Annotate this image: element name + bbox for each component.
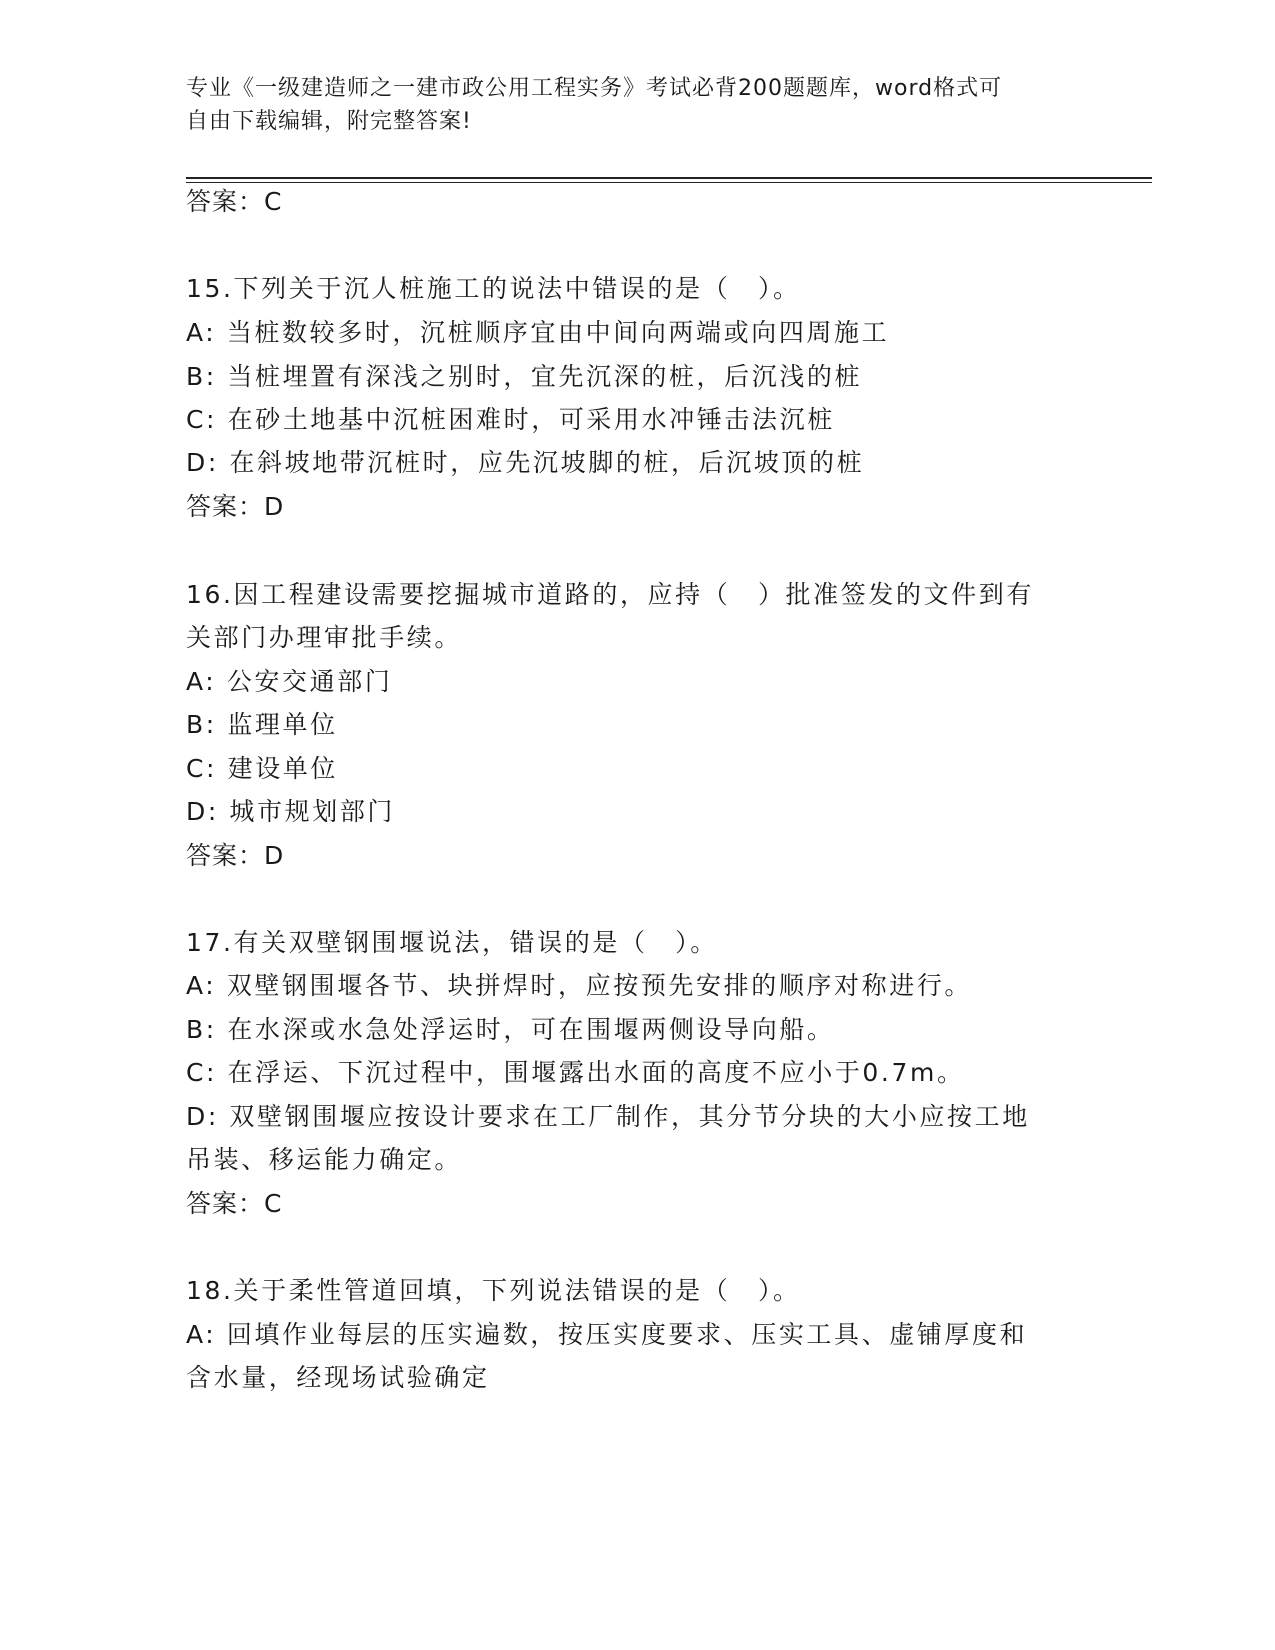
question-16-stem-line-1: 16.因工程建设需要挖掘城市道路的，应持（ ）批准签发的文件到有 [186,580,1034,609]
question-16-option-a: A: 公安交通部门 [186,667,393,696]
page-header [186,72,1066,138]
question-17-option-d-line-2: 吊装、移运能力确定。 [186,1145,463,1174]
question-17-option-a: A: 双壁钢围堰各节、块拼焊时，应按预先安排的顺序对称进行。 [186,971,973,1000]
header-divider-thin [186,182,1152,183]
question-17-option-d-line-1: D: 双壁钢围堰应按设计要求在工厂制作，其分节分块的大小应按工地 [186,1102,1030,1131]
question-17-option-c: C: 在浮运、下沉过程中，围堰露出水面的高度不应小于0.7m。 [186,1058,965,1087]
question-16-answer: 答案：D [186,841,285,870]
header-line-2: 自由下载编辑，附完整答案! [186,109,472,134]
question-16-stem-line-2: 关部门办理审批手续。 [186,623,463,652]
header-divider-thick [186,177,1152,179]
question-16-option-d: D: 城市规划部门 [186,797,396,826]
question-17-stem: 17.有关双壁钢围堰说法，错误的是（ ）。 [186,928,718,957]
question-17-answer: 答案：C [186,1189,283,1218]
answer-line: 答案：C [186,187,283,216]
question-15-answer: 答案：D [186,492,285,521]
question-15-stem: 15.下列关于沉人桩施工的说法中错误的是（ ）。 [186,274,801,303]
question-18-stem: 18.关于柔性管道回填，下列说法错误的是（ ）。 [186,1276,801,1305]
question-16-option-b: B: 监理单位 [186,710,338,739]
question-15-option-b: B: 当桩埋置有深浅之别时，宜先沉深的桩，后沉浅的桩 [186,362,863,391]
question-18-option-a-line-2: 含水量，经现场试验确定 [186,1363,490,1392]
question-15-option-d: D: 在斜坡地带沉桩时，应先沉坡脚的桩，后沉坡顶的桩 [186,448,865,477]
question-15-option-a: A: 当桩数较多时，沉桩顺序宜由中间向两端或向四周施工 [186,318,890,347]
question-15-option-c: C: 在砂土地基中沉桩困难时，可采用水冲锤击法沉桩 [186,405,835,434]
header-line-1: 专业《一级建造师之一建市政公用工程实务》考试必背200题题库，word格式可 [186,76,1003,101]
question-18-option-a-line-1: A: 回填作业每层的压实遍数，按压实度要求、压实工具、虚铺厚度和 [186,1320,1028,1349]
question-16-option-c: C: 建设单位 [186,754,339,783]
question-17-option-b: B: 在水深或水急处浮运时，可在围堰两侧设导向船。 [186,1015,835,1044]
